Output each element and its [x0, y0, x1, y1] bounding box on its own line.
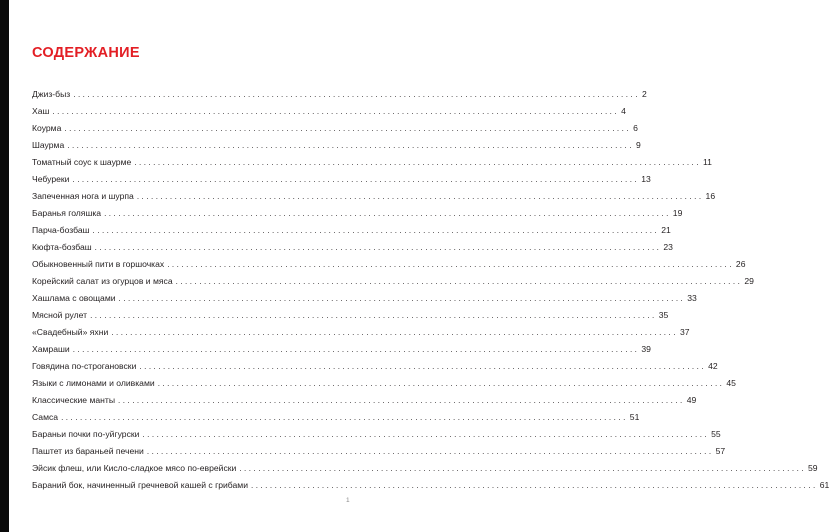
toc-entry-page: 33 — [687, 293, 697, 303]
toc-entry-title: Говядина по-строгановски — [32, 361, 137, 371]
toc-entry-page: 35 — [658, 310, 669, 320]
toc-entry-page: 16 — [705, 191, 716, 201]
dot-leader: ........................................................................................................................ — [52, 107, 620, 116]
toc-entry-page: 42 — [708, 361, 718, 371]
toc-entry-page: 21 — [661, 225, 671, 235]
toc-entry-title: Бараний бок, начиненный гречневой кашей с грибами — [32, 480, 248, 490]
toc-entry — [32, 307, 669, 324]
toc-entry-title: Запеченная нога и шурпа — [32, 191, 134, 201]
toc-entry-page: 2 — [641, 89, 647, 99]
page-number: 1 — [346, 497, 350, 504]
toc-entry-title: Корейский салат из огурцов и мяса — [32, 276, 173, 286]
toc-entry-title: Шаурма — [32, 140, 65, 150]
toc-entry-page: 11 — [702, 157, 712, 167]
toc-entry-page: 29 — [744, 276, 754, 286]
toc-entry — [32, 154, 712, 171]
toc-entry-title: Мясной рулет — [32, 310, 88, 320]
toc-entry-page: 9 — [635, 140, 641, 150]
toc-entry — [32, 205, 683, 222]
dot-leader: ........................................................................................................................ — [92, 226, 660, 235]
toc-entry-page: 4 — [621, 106, 626, 116]
toc-entry-title: Кюфта-бозбаш — [32, 242, 92, 252]
dot-leader: ........................................................................................................................ — [136, 192, 704, 201]
dot-leader: ........................................................................................................................ — [175, 277, 743, 286]
toc-entry-page: 45 — [726, 378, 736, 388]
toc-entry-title: Хамраши — [32, 344, 70, 354]
toc-entry — [32, 273, 754, 290]
table-of-contents — [32, 86, 829, 494]
toc-entry-page: 49 — [686, 395, 697, 405]
toc-entry-title: Классические манты — [32, 395, 116, 405]
toc-entry — [32, 103, 626, 120]
dot-leader: ........................................................................................................................ — [111, 328, 678, 337]
toc-entry-title: «Свадебный» яхни — [32, 327, 109, 337]
toc-entry-title: Самса — [32, 412, 59, 422]
toc-entry-title: Томатный соус к шаурме — [32, 157, 132, 167]
toc-entry — [32, 256, 746, 273]
dot-leader: ........................................................................................................................ — [72, 175, 640, 184]
dot-leader: ........................................................................................................................ — [142, 430, 710, 439]
toc-entry — [32, 443, 726, 460]
toc-entry — [32, 86, 647, 103]
toc-entry — [32, 171, 651, 188]
toc-entry-page: 6 — [633, 123, 638, 133]
toc-entry-title: Обыкновенный пити в горшочках — [32, 259, 165, 269]
toc-entry-page: 19 — [672, 208, 683, 218]
dot-leader: ........................................................................................................................ — [239, 464, 807, 473]
dot-leader: ........................................................................................................................ — [118, 396, 685, 405]
toc-entry-page: 51 — [629, 412, 640, 422]
toc-entry — [32, 239, 673, 256]
dot-leader: ........................................................................................................................ — [67, 141, 634, 150]
toc-entry-page: 13 — [641, 174, 651, 184]
dot-leader: ........................................................................................................................ — [251, 481, 818, 490]
toc-entry-title: Чебуреки — [32, 174, 70, 184]
toc-entry-page: 23 — [663, 242, 673, 252]
toc-entry — [32, 120, 638, 137]
toc-entry — [32, 358, 718, 375]
toc-entry-title: Баранья голяшка — [32, 208, 102, 218]
dot-leader: ........................................................................................................................ — [72, 345, 640, 354]
toc-entry-title: Эйсик флеш, или Кисло-сладкое мясо по-еврейски — [32, 463, 237, 473]
toc-entry-title: Хашлама с овощами — [32, 293, 116, 303]
toc-entry — [32, 290, 697, 307]
dot-leader: ........................................................................................................................ — [134, 158, 701, 167]
black-spine-bar — [0, 0, 9, 532]
toc-entry-title: Коурма — [32, 123, 62, 133]
toc-entry — [32, 341, 651, 358]
toc-entry — [32, 409, 640, 426]
toc-entry-title: Хаш — [32, 106, 50, 116]
dot-leader: ........................................................................................................................ — [139, 362, 707, 371]
toc-entry-title: Паштет из бараньей печени — [32, 446, 144, 456]
dot-leader: ........................................................................................................................ — [73, 90, 640, 99]
toc-entry — [32, 137, 641, 154]
toc-entry-page: 61 — [819, 480, 829, 490]
dot-leader: ........................................................................................................................ — [61, 413, 628, 422]
toc-entry-title: Парча-бозбаш — [32, 225, 90, 235]
toc-entry — [32, 375, 736, 392]
toc-entry-title: Бараньи почки по-уйгурски — [32, 429, 140, 439]
toc-entry-page: 37 — [679, 327, 690, 337]
toc-entry — [32, 222, 671, 239]
toc-entry-title: Языки с лимонами и оливками — [32, 378, 155, 388]
toc-entry-page: 55 — [711, 429, 721, 439]
dot-leader: ........................................................................................................................ — [157, 379, 725, 388]
toc-entry — [32, 426, 721, 443]
toc-entry-page: 59 — [808, 463, 818, 473]
page-title: СОДЕРЖАНИЕ — [32, 45, 140, 61]
toc-entry-page: 39 — [641, 344, 651, 354]
toc-entry-title: Джиз-быз — [32, 89, 71, 99]
dot-leader: ........................................................................................................................ — [146, 447, 714, 456]
toc-entry-page: 26 — [735, 259, 746, 269]
dot-leader: ........................................................................................................................ — [118, 294, 686, 303]
toc-entry — [32, 188, 716, 205]
toc-entry-page: 57 — [715, 446, 726, 456]
toc-entry — [32, 392, 697, 409]
dot-leader: ........................................................................................................................ — [104, 209, 671, 218]
toc-entry — [32, 460, 818, 477]
dot-leader: ........................................................................................................................ — [64, 124, 632, 133]
toc-entry — [32, 324, 690, 341]
dot-leader: ........................................................................................................................ — [94, 243, 662, 252]
dot-leader: ........................................................................................................................ — [167, 260, 734, 269]
dot-leader: ........................................................................................................................ — [90, 311, 657, 320]
toc-entry — [32, 477, 829, 494]
